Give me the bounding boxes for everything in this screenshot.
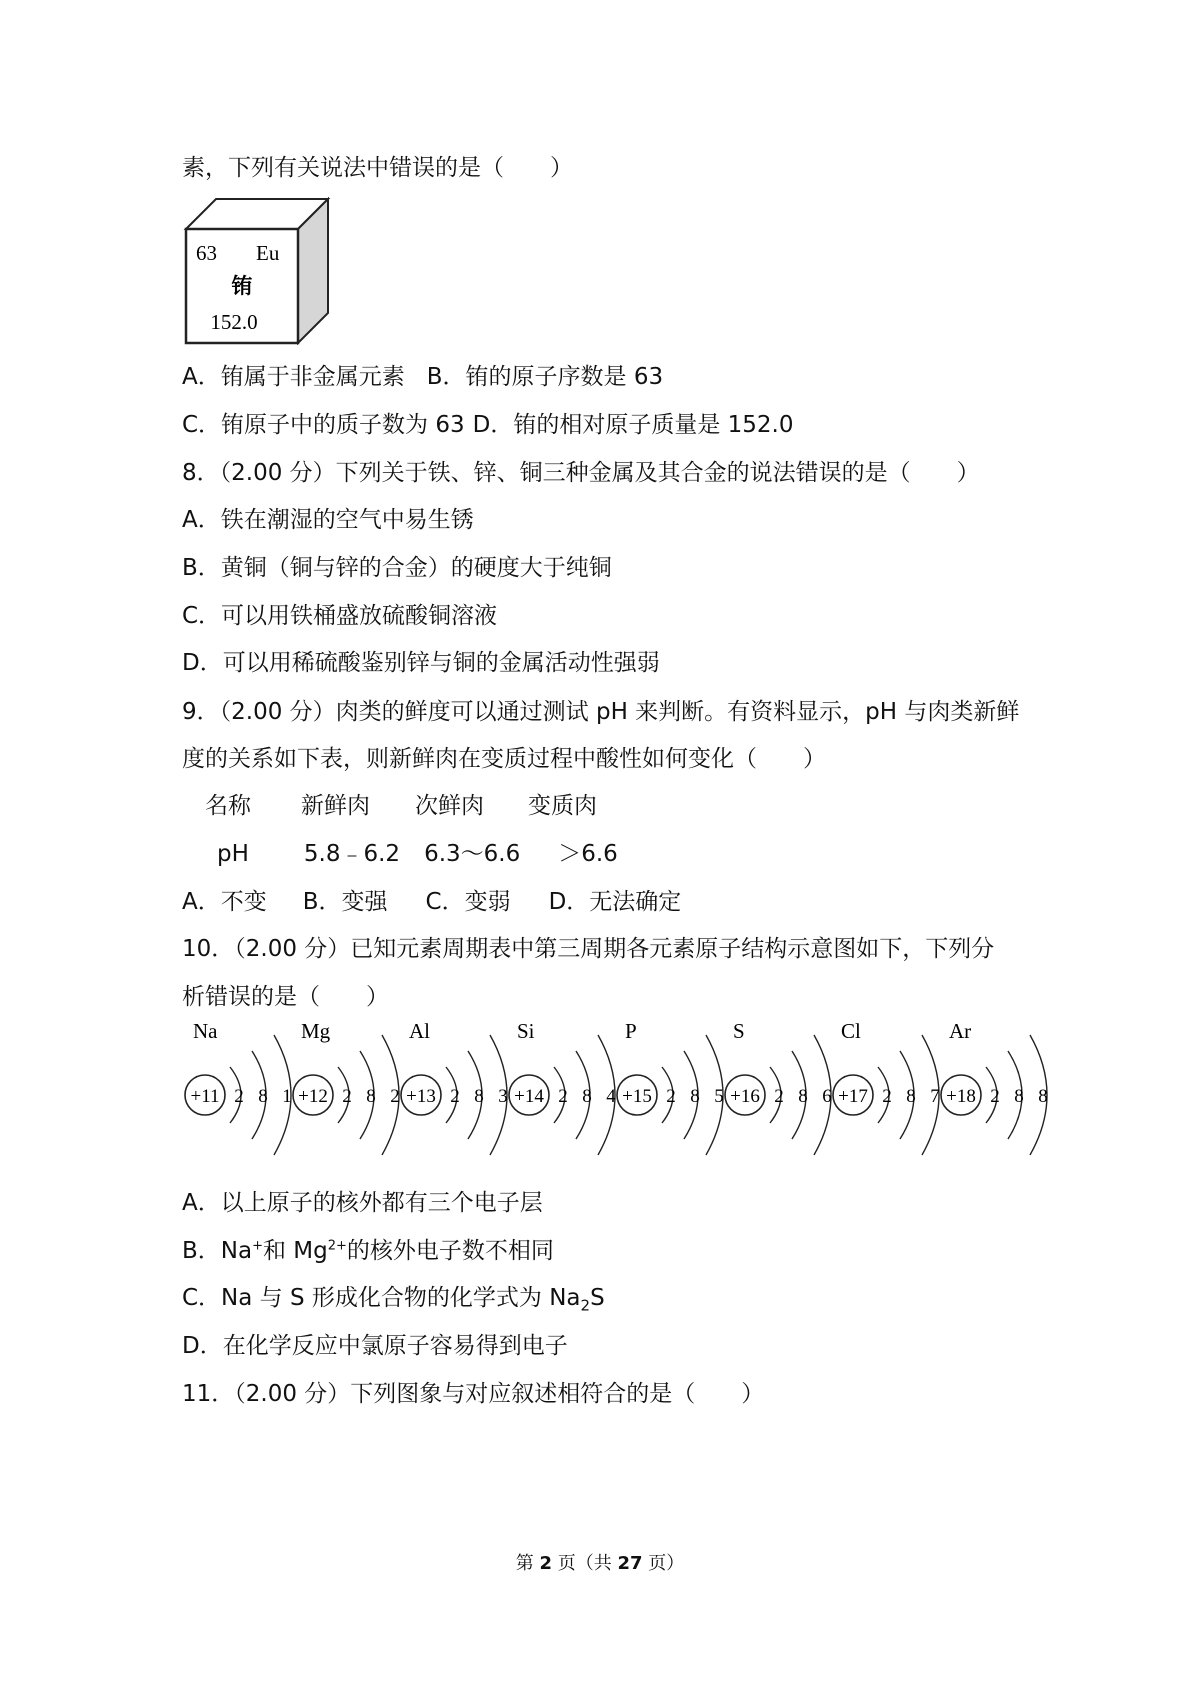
shell-electron-count: 2 xyxy=(882,1086,892,1107)
page-footer xyxy=(0,1552,1200,1576)
shell-electron-count: 8 xyxy=(582,1086,592,1107)
magnesium-ion-charge: 2+ xyxy=(327,1238,347,1254)
q9-option-a: A．不变 xyxy=(182,889,267,915)
q10-option-d: D．在化学反应中氯原子容易得到电子 xyxy=(182,1333,568,1359)
atom-nucleus-charge: +14 xyxy=(514,1086,544,1107)
atom-nucleus-charge: +15 xyxy=(622,1086,652,1107)
atom-diagram-al xyxy=(401,1019,508,1155)
shell-electron-count: 2 xyxy=(774,1086,784,1107)
shell-electron-count: 2 xyxy=(666,1086,676,1107)
atom-symbol: Si xyxy=(517,1019,535,1043)
shell-electron-count: 7 xyxy=(930,1086,940,1107)
q7-option-a: A．铕属于非金属元素 xyxy=(182,364,405,390)
q9-option-c: C．变弱 xyxy=(425,889,511,915)
shell-electron-count: 8 xyxy=(474,1086,484,1107)
q9-stem-line1: 9．（2.00 分）肉类的鲜度可以通过测试 pH 来判断。有资料显示，pH 与肉类新鲜 xyxy=(182,699,1020,725)
q10-option-c-prefix: C．Na 与 S 形成化合物的化学式为 Na xyxy=(182,1285,581,1311)
q10-option-c xyxy=(182,1283,605,1313)
footer-prefix: 第 xyxy=(515,1553,540,1574)
q9-header-semi-fresh: 次鲜肉 xyxy=(415,793,484,819)
atom-diagram-mg xyxy=(293,1019,400,1155)
sodium-ion-charge: + xyxy=(252,1238,263,1254)
shell-electron-count: 2 xyxy=(234,1086,244,1107)
q9-header-fresh: 新鲜肉 xyxy=(301,793,370,819)
atom-diagram-p xyxy=(617,1019,724,1155)
element-name: 铕 xyxy=(231,274,253,298)
q8-option-c: C．可以用铁桶盛放硫酸铜溶液 xyxy=(182,603,498,629)
q8-stem: 8．（2.00 分）下列关于铁、锌、铜三种金属及其合金的说法错误的是（ ） xyxy=(182,460,980,486)
atom-diagram-s xyxy=(725,1019,832,1155)
shell-electron-count: 3 xyxy=(498,1086,508,1107)
shell-electron-count: 2 xyxy=(342,1086,352,1107)
atomic-structure-diagrams xyxy=(180,1005,1050,1160)
q7-option-d: D．铕的相对原子质量是 152.0 xyxy=(472,412,794,438)
element-mass: 152.0 xyxy=(210,310,258,334)
q9-option-b: B．变强 xyxy=(302,889,388,915)
atom-nucleus-charge: +18 xyxy=(946,1086,976,1107)
shell-electron-count: 8 xyxy=(906,1086,916,1107)
shell-electron-count: 8 xyxy=(798,1086,808,1107)
shell-electron-count: 1 xyxy=(282,1086,292,1107)
q9-option-d: D．无法确定 xyxy=(548,889,682,915)
shell-electron-count: 8 xyxy=(366,1086,376,1107)
element-symbol: Eu xyxy=(256,241,280,265)
footer-middle: 页（共 xyxy=(552,1553,618,1574)
q10-option-c-suffix: S xyxy=(590,1285,605,1311)
q10-option-b-suffix: 的核外电子数不相同 xyxy=(346,1238,554,1264)
q9-header-name: 名称 xyxy=(205,793,251,819)
shell-electron-count: 6 xyxy=(822,1086,832,1107)
shell-electron-count: 8 xyxy=(258,1086,268,1107)
q7-options-row2 xyxy=(182,410,794,440)
atom-nucleus-charge: +12 xyxy=(298,1086,328,1107)
q9-cell-spoiled: ＞6.6 xyxy=(558,841,618,867)
atom-symbol: Na xyxy=(193,1019,218,1043)
q9-table-header xyxy=(205,791,597,821)
shell-electron-count: 2 xyxy=(390,1086,400,1107)
q7-stem-tail: 素，下列有关说法中错误的是（ ） xyxy=(182,155,573,181)
shell-electron-count: 2 xyxy=(558,1086,568,1107)
atom-symbol: S xyxy=(733,1019,745,1043)
q9-cell-ph: pH xyxy=(217,841,249,867)
atom-nucleus-charge: +13 xyxy=(406,1086,436,1107)
shell-electron-count: 2 xyxy=(450,1086,460,1107)
atom-diagram-na xyxy=(185,1019,292,1155)
atom-nucleus-charge: +11 xyxy=(190,1086,220,1107)
q8-option-b: B．黄铜（铜与锌的合金）的硬度大于纯铜 xyxy=(182,555,612,581)
footer-page-number: 2 xyxy=(539,1553,552,1574)
element-card-europium xyxy=(182,195,332,345)
atom-symbol: Cl xyxy=(841,1019,861,1043)
atom-diagram-si xyxy=(509,1019,616,1155)
atom-nucleus-charge: +17 xyxy=(838,1086,868,1107)
q10-option-b-mid: 和 Mg xyxy=(262,1238,328,1264)
q10-stem-line2: 析错误的是（ ） xyxy=(182,984,389,1010)
q10-option-a: A．以上原子的核外都有三个电子层 xyxy=(182,1190,543,1216)
q10-stem-line1: 10．（2.00 分）已知元素周期表中第三周期各元素原子结构示意图如下，下列分 xyxy=(182,936,995,962)
footer-total-pages: 27 xyxy=(617,1553,643,1574)
shell-electron-count: 8 xyxy=(1038,1086,1048,1107)
q9-cell-fresh: 5.8﹣6.2 xyxy=(303,841,401,867)
shell-electron-count: 8 xyxy=(690,1086,700,1107)
footer-suffix: 页） xyxy=(642,1553,685,1574)
atom-symbol: Ar xyxy=(949,1019,972,1043)
q9-stem-line2: 度的关系如下表，则新鲜肉在变质过程中酸性如何变化（ ） xyxy=(182,746,826,772)
q7-option-c: C．铕原子中的质子数为 63 xyxy=(182,412,465,438)
q9-options xyxy=(182,887,681,917)
q8-option-d: D．可以用稀硫酸鉴别锌与铜的金属活动性强弱 xyxy=(182,650,660,676)
q11-stem: 11．（2.00 分）下列图象与对应叙述相符合的是（ ） xyxy=(182,1381,765,1407)
atom-diagram-ar xyxy=(941,1019,1048,1155)
q7-option-b: B．铕的原子序数是 63 xyxy=(426,364,664,390)
q9-header-spoiled: 变质肉 xyxy=(528,793,597,819)
element-number: 63 xyxy=(196,241,217,265)
atom-symbol: P xyxy=(625,1019,637,1043)
atom-nucleus-charge: +16 xyxy=(730,1086,760,1107)
atom-symbol: Mg xyxy=(301,1019,331,1043)
q9-cell-semi-fresh: 6.3～6.6 xyxy=(424,841,521,867)
formula-subscript: 2 xyxy=(580,1296,591,1315)
shell-electron-count: 5 xyxy=(714,1086,724,1107)
q9-table-row xyxy=(217,839,618,869)
q10-option-b xyxy=(182,1236,554,1266)
q7-options-row1 xyxy=(182,362,663,392)
atom-symbol: Al xyxy=(409,1019,430,1043)
shell-electron-count: 4 xyxy=(606,1086,616,1107)
atom-diagram-cl xyxy=(833,1019,940,1155)
q8-option-a: A．铁在潮湿的空气中易生锈 xyxy=(182,507,474,533)
shell-electron-count: 8 xyxy=(1014,1086,1024,1107)
q10-option-b-prefix: B．Na xyxy=(182,1238,253,1264)
shell-electron-count: 2 xyxy=(990,1086,1000,1107)
